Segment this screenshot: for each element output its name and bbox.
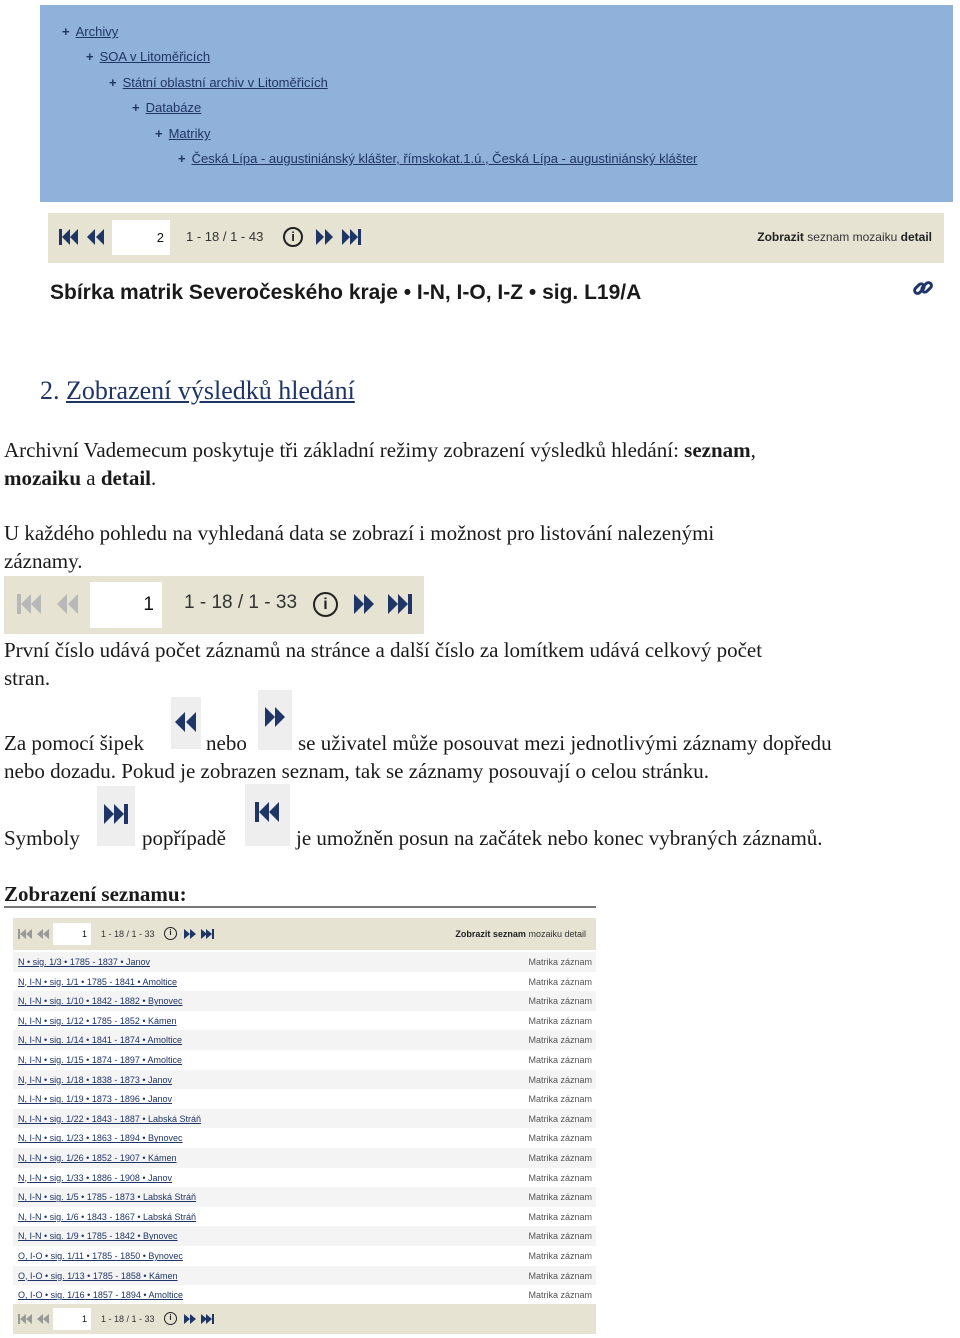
first-page-icon[interactable] [58,227,80,247]
list-row-label[interactable]: N, I-N • sig. 1/33 • 1886 - 1908 • Janov [18,1172,173,1183]
list-row[interactable] [13,1148,596,1168]
breadcrumb-item-archive[interactable] [109,75,328,90]
list-row-type: Matrika záznam [528,976,592,987]
info-icon[interactable]: i [283,227,303,247]
previous-arrow-tile [171,697,201,749]
list-row-label[interactable]: N, I-N • sig. 1/6 • 1843 - 1867 • Labská Stráň [18,1211,197,1222]
view-mode-label: Zobrazit [757,230,804,244]
range-text: 1 - 18 / 1 - 33 [101,929,155,939]
list-row-type: Matrika záznam [528,1211,592,1222]
list-row[interactable] [13,1285,596,1305]
page-number-input[interactable]: 1 [53,923,91,945]
next-page-icon[interactable] [183,1313,196,1325]
list-row[interactable] [13,1030,596,1050]
list-row-type: Matrika záznam [528,1153,592,1163]
view-mode-label: Zobrazit [455,929,491,939]
info-icon[interactable]: i [164,1312,177,1325]
list-row-label[interactable]: N, I-N • sig. 1/10 • 1842 - 1882 • Bynovec [18,996,183,1007]
breadcrumb-item-ceska-lipa[interactable] [178,151,697,166]
range-text: 1 - 18 / 1 - 43 [186,229,264,244]
breadcrumb-link[interactable]: Archivy [75,24,119,39]
list-row-type: Matrika záznam [528,1231,592,1242]
paragraph-text: První číslo udává počet záznamů na stránce a další číslo za lomítkem udává celkový počet [4,638,763,662]
page-number-input: 1 [90,582,162,628]
previous-page-icon[interactable] [37,1313,50,1325]
first-arrow-tile [245,784,290,846]
last-page-icon[interactable] [200,928,215,940]
section-number: 2. [40,376,60,405]
list-row[interactable] [13,1266,596,1286]
list-row[interactable] [13,991,596,1011]
last-page-icon [102,802,130,826]
plus-icon: + [155,126,163,141]
list-row[interactable] [13,1207,596,1227]
record-title-bar [48,275,944,315]
list-row-label[interactable]: N • sig. 1/3 • 1785 - 1837 • Janov [18,957,151,967]
list-row[interactable] [13,1050,596,1070]
list-row-label[interactable]: N, I-N • sig. 1/23 • 1863 - 1894 • Bynovec [18,1133,183,1144]
breadcrumb-link[interactable]: SOA v Litoměřicích [99,49,211,64]
breadcrumb-item-soa[interactable] [86,49,210,64]
list-row-type: Matrika záznam [528,1133,592,1144]
breadcrumb-link[interactable]: Státní oblastní archiv v Litoměřicích [122,75,328,90]
list-row-type: Matrika záznam [528,1192,592,1203]
paragraph-text: záznamy. [4,549,83,573]
breadcrumb-link[interactable]: Česká Lípa - augustiniánský klášter, římskokat.1.ú., Česká Lípa - augustiniánský klášter [191,151,698,166]
list-row-label[interactable]: N, I-N • sig. 1/1 • 1785 - 1841 • Amoltice [18,976,178,987]
list-row[interactable] [13,1109,596,1129]
info-icon: i [313,592,338,617]
page-number-input[interactable]: 2 [112,220,170,255]
list-row[interactable] [13,952,596,972]
list-row[interactable] [13,1011,596,1031]
previous-page-icon [174,711,198,733]
range-text: 1 - 18 / 1 - 33 [101,1314,155,1324]
next-page-icon[interactable] [314,227,334,247]
first-page-icon [254,800,282,824]
next-page-icon [352,592,376,616]
breadcrumb-item-archivy[interactable] [62,24,118,39]
list-row-label[interactable]: N, I-N • sig. 1/18 • 1838 - 1873 • Janov [18,1074,173,1085]
breadcrumb [40,5,953,202]
list-row-label[interactable]: O, I-O • sig. 1/11 • 1785 - 1850 • Bynovec [18,1251,183,1261]
term-detail: detail [100,466,152,490]
list-row-label[interactable]: N, I-N • sig. 1/22 • 1843 - 1887 • Labská Stráň [18,1113,202,1124]
list-row-label[interactable]: N, I-N • sig. 1/14 • 1841 - 1874 • Amoltice [18,1035,183,1046]
paragraph-arrows-b: nebo [206,731,247,755]
last-page-icon [386,592,414,616]
list-toolbar [13,918,596,950]
list-row-type: Matrika záznam [528,1074,592,1085]
view-mode-detail[interactable]: detail [564,929,586,939]
view-mode-detail[interactable]: detail [900,230,932,244]
plus-icon: + [62,24,70,39]
paragraph-arrows-a: Za pomocí šipek [4,731,144,755]
list-bottom-pager [13,1304,596,1334]
record-title: Sbírka matrik Severočeského kraje • I-N, I-O, I-Z • sig. L19/A [50,281,642,304]
paragraph-counts [4,636,954,692]
paragraph-text: U každého pohledu na vyhledaná data se zobrazí i možnost pro listování nalezenými [4,521,715,545]
list-row-label[interactable]: N, I-N • sig. 1/5 • 1785 - 1873 • Labská Stráň [18,1192,197,1203]
next-page-icon[interactable] [183,928,196,940]
first-page-icon[interactable] [18,1313,32,1325]
first-page-icon[interactable] [18,928,32,940]
list-row[interactable] [13,1089,596,1109]
term-seznam: seznam [684,438,751,462]
list-row-type: Matrika záznam [528,1094,592,1105]
view-mode-mosaic[interactable]: mozaiku [852,230,898,244]
list-row-label[interactable]: O, I-O • sig. 1/16 • 1857 - 1894 • Amoltice [18,1290,184,1301]
list-row[interactable] [13,1187,596,1207]
list-row-type: Matrika záznam [528,1055,592,1065]
paragraph-arrows-d: nebo dozadu. Pokud je zobrazen seznam, tak se záznamy posouvají o celou stránku. [4,759,710,783]
list-row-label[interactable]: N, I-N • sig. 1/26 • 1852 - 1907 • Kámen [18,1153,177,1163]
paragraph-text: Archivní Vademecum poskytuje tři základní režimy zobrazení výsledků hledání: [4,438,685,462]
list-heading: Zobrazení seznamu: [4,882,187,906]
list-row-type: Matrika záznam [528,1290,592,1301]
last-arrow-tile [97,786,135,846]
example-pager [4,576,424,634]
range-text: 1 - 18 / 1 - 33 [184,592,298,613]
list-row-label[interactable]: N, I-N • sig. 1/15 • 1874 - 1897 • Amoltice [18,1055,183,1065]
paragraph-symbols-a: Symboly [4,826,80,850]
previous-page-icon [56,592,80,616]
list-row[interactable] [13,1226,596,1246]
paragraph-text: , [750,438,756,462]
next-page-icon [263,706,287,728]
plus-icon: + [178,151,186,166]
info-icon[interactable]: i [164,927,177,940]
results-toolbar [48,213,944,263]
list-row-type: Matrika záznam [528,1015,592,1026]
breadcrumb-item-matriky[interactable] [155,126,210,141]
list-row[interactable] [13,972,596,992]
breadcrumb-item-databaze[interactable] [132,100,201,115]
list-row-label[interactable]: N, I-N • sig. 1/19 • 1873 - 1896 • Janov [18,1094,173,1105]
list-row-type: Matrika záznam [528,1172,592,1183]
last-page-icon[interactable] [200,1313,215,1325]
last-page-icon[interactable] [340,227,362,247]
previous-page-icon[interactable] [86,227,106,247]
page-number-input[interactable]: 1 [53,1308,91,1330]
plus-icon: + [109,75,117,90]
paragraph-symbols-b: popřípadě [142,826,226,850]
list-row-label[interactable]: N, I-N • sig. 1/9 • 1785 - 1842 • Bynovec [18,1231,178,1242]
view-mode-list[interactable]: seznam [807,230,850,244]
next-arrow-tile [258,690,292,750]
list-row-type: Matrika záznam [528,1251,592,1261]
view-mode-switch [455,929,586,939]
list-row-type: Matrika záznam [528,957,592,967]
list-row-type: Matrika záznam [528,1113,592,1124]
paragraph-text: stran. [4,666,51,690]
paragraph-arrows-c: se uživatel může posouvat mezi jednotlivými záznamy dopředu [298,731,832,755]
term-mozaiku: mozaiku [4,466,82,490]
section-heading [40,376,355,406]
view-mode-mosaic[interactable]: mozaiku [528,929,562,939]
list-row[interactable] [13,1246,596,1266]
list-view-screenshot [4,906,596,1336]
list-row-type: Matrika záznam [528,996,592,1007]
paragraph-text: a [81,466,101,490]
list-row-label[interactable]: O, I-O • sig. 1/13 • 1785 - 1858 • Kámen [18,1270,178,1281]
list-row[interactable] [13,1168,596,1188]
list-row[interactable] [13,1128,596,1148]
list-row-type: Matrika záznam [528,1270,592,1281]
breadcrumb-link[interactable]: Databáze [145,100,202,115]
first-page-icon [16,592,42,616]
view-mode-switch [757,230,932,244]
list-row[interactable] [13,1070,596,1090]
plus-icon: + [132,100,140,115]
list-row-label[interactable]: N, I-N • sig. 1/12 • 1785 - 1852 • Kámen [18,1015,177,1026]
breadcrumb-link[interactable]: Matriky [168,126,211,141]
paragraph-symbols-c: je umožněn posun na začátek nebo konec vybraných záznamů. [296,826,823,850]
link-icon[interactable] [912,277,934,299]
paragraph-paging [4,519,954,575]
section-title: Zobrazení výsledků hledání [66,376,355,405]
list-row-type: Matrika záznam [528,1035,592,1046]
paragraph-text: . [151,466,157,490]
previous-page-icon[interactable] [37,928,50,940]
paragraph-intro [4,436,954,492]
view-mode-list[interactable]: seznam [492,929,526,939]
plus-icon: + [86,49,94,64]
